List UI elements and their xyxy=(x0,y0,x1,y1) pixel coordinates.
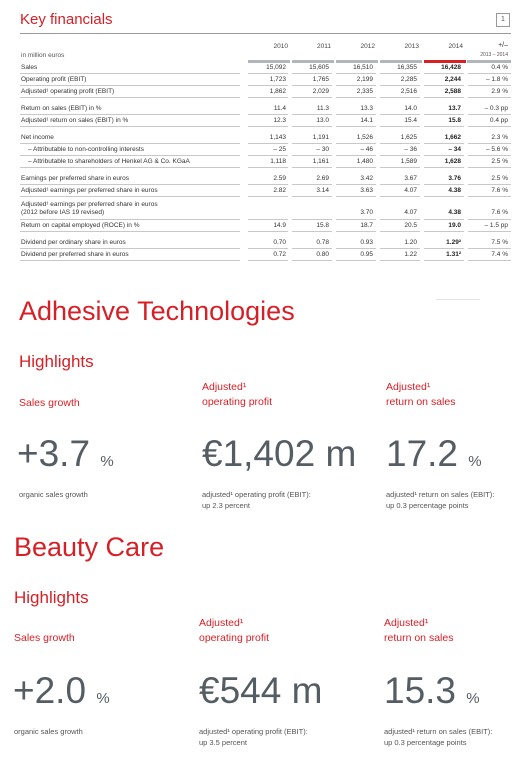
row-divider xyxy=(424,184,464,185)
row-divider xyxy=(20,155,240,156)
table-cell-change: – 1.8 % xyxy=(485,76,508,83)
row-divider xyxy=(336,143,376,144)
table-cell: 0.72 xyxy=(273,251,286,258)
row-divider xyxy=(292,85,332,86)
row-label: – Attributable to shareholders of Henkel AG & Co. KGaA xyxy=(28,158,190,165)
table-cell: 14.9 xyxy=(273,222,286,229)
row-divider xyxy=(468,126,511,127)
table-cell: 3.42 xyxy=(360,175,373,182)
table-cell: 1,526 xyxy=(356,134,373,141)
row-divider xyxy=(292,97,332,98)
row-divider xyxy=(380,248,420,249)
row-divider xyxy=(20,196,240,197)
row-divider xyxy=(248,167,288,168)
row-divider xyxy=(248,126,288,127)
table-cell: 1,589 xyxy=(400,158,417,165)
kpi-description: organic sales growth xyxy=(14,727,83,736)
row-divider xyxy=(20,260,240,261)
table-cell: 3.76 xyxy=(448,175,461,182)
row-label: Adjusted¹ earnings per preferred share in euros xyxy=(21,187,158,194)
row-divider xyxy=(468,143,511,144)
table-cell-change: – 0.3 pp xyxy=(484,105,508,112)
year-header: 2012 xyxy=(360,43,375,50)
table-cell: 11.3 xyxy=(316,105,329,112)
table-cell: 13.7 xyxy=(448,105,461,112)
table-cell-change: 7.6 % xyxy=(491,209,508,216)
row-divider xyxy=(20,167,240,168)
table-cell: 4.07 xyxy=(404,187,417,194)
row-divider xyxy=(424,248,464,249)
kpi-description: adjusted¹ return on sales (EBIT): up 0.3 percentage points xyxy=(384,727,493,747)
row-divider xyxy=(20,126,240,127)
table-cell: 2.69 xyxy=(316,175,329,182)
table-cell: – 25 xyxy=(273,146,286,153)
table-cell: 1.29² xyxy=(446,239,461,246)
row-divider xyxy=(292,114,332,115)
row-divider xyxy=(292,73,332,74)
row-divider xyxy=(336,97,376,98)
table-cell: 13.3 xyxy=(360,105,373,112)
row-divider xyxy=(468,155,511,156)
table-cell: 15,605 xyxy=(309,64,329,71)
row-divider xyxy=(292,219,332,220)
table-cell: 3.67 xyxy=(404,175,417,182)
table-cell: 1,765 xyxy=(312,76,329,83)
table-cell: 2,335 xyxy=(356,88,373,95)
table-cell: 2.59 xyxy=(273,175,286,182)
row-divider xyxy=(336,73,376,74)
row-divider xyxy=(424,219,464,220)
row-divider xyxy=(292,196,332,197)
kpi-description: organic sales growth xyxy=(19,490,88,499)
row-divider xyxy=(468,260,511,261)
row-divider xyxy=(468,167,511,168)
row-divider xyxy=(380,231,420,232)
table-cell-change: 7.5 % xyxy=(491,239,508,246)
row-divider xyxy=(292,167,332,168)
year-header: 2011 xyxy=(317,43,331,50)
table-cell: 3.63 xyxy=(360,187,373,194)
table-cell: 2,285 xyxy=(400,76,417,83)
row-label: Dividend per ordinary share in euros xyxy=(21,239,126,246)
row-divider xyxy=(292,231,332,232)
table-cell-change: 2.3 % xyxy=(491,134,508,141)
row-divider xyxy=(380,126,420,127)
row-divider xyxy=(380,73,420,74)
table-cell: 1.22 xyxy=(404,251,417,258)
table-cell: 2,029 xyxy=(312,88,329,95)
kpi-label: Adjusted¹ operating profit xyxy=(202,381,273,408)
row-divider xyxy=(380,196,420,197)
row-divider xyxy=(248,73,288,74)
year-header: 2013 xyxy=(404,43,419,50)
row-divider xyxy=(248,85,288,86)
row-divider xyxy=(336,248,376,249)
table-cell: 16,355 xyxy=(397,64,417,71)
table-cell-change: 7.4 % xyxy=(491,251,508,258)
kpi-label: Adjusted¹ return on sales xyxy=(384,617,454,644)
row-divider xyxy=(424,85,464,86)
row-divider xyxy=(20,73,240,74)
table-cell: 14.0 xyxy=(404,105,417,112)
adhesive-section-title: Adhesive Technologies xyxy=(19,296,295,326)
row-divider xyxy=(468,231,511,232)
row-label: Adjusted¹ operating profit (EBIT) xyxy=(21,88,115,95)
row-divider xyxy=(248,184,288,185)
table-cell: 1.31² xyxy=(446,251,461,258)
row-divider xyxy=(292,260,332,261)
kpi-value-sales-growth: +3.7 % xyxy=(17,433,114,474)
row-divider xyxy=(292,155,332,156)
row-divider xyxy=(380,184,420,185)
change-header: +/– xyxy=(498,42,508,49)
row-divider xyxy=(248,219,288,220)
row-divider xyxy=(424,260,464,261)
row-divider xyxy=(424,155,464,156)
change-subheader: 2013 – 2014 xyxy=(480,52,508,58)
row-divider xyxy=(20,184,240,185)
table-cell: 18.7 xyxy=(360,222,373,229)
table-cell: 3.70 xyxy=(360,209,373,216)
decorative-line xyxy=(436,299,480,300)
row-divider xyxy=(468,114,511,115)
row-divider xyxy=(292,248,332,249)
row-divider xyxy=(424,196,464,197)
table-cell: – 46 xyxy=(360,146,373,153)
row-label: Sales xyxy=(21,64,38,71)
row-divider xyxy=(248,248,288,249)
table-cell: 2,516 xyxy=(400,88,417,95)
year-header: 2010 xyxy=(273,43,288,50)
row-divider xyxy=(468,219,511,220)
year-bar-current xyxy=(424,60,466,63)
table-cell: 2,244 xyxy=(444,76,461,83)
row-divider xyxy=(380,167,420,168)
row-divider xyxy=(380,85,420,86)
row-divider xyxy=(248,196,288,197)
row-label: Earnings per preferred share in euros xyxy=(21,175,130,182)
table-cell-change: 0.4 pp xyxy=(489,117,508,124)
row-divider xyxy=(380,143,420,144)
table-cell-change: 0.4 % xyxy=(491,64,508,71)
row-divider xyxy=(248,231,288,232)
table-cell: 0.95 xyxy=(360,251,373,258)
row-divider xyxy=(336,167,376,168)
table-cell: – 34 xyxy=(448,146,461,153)
table-cell: 16,428 xyxy=(441,64,461,71)
row-label: – Attributable to non-controlling interests xyxy=(28,146,144,153)
row-divider xyxy=(20,97,240,98)
table-cell: – 36 xyxy=(404,146,417,153)
change-bar xyxy=(467,60,511,63)
row-divider xyxy=(248,155,288,156)
table-cell: 2,588 xyxy=(444,88,461,95)
table-cell: 20.5 xyxy=(404,222,417,229)
year-bar xyxy=(248,60,290,63)
row-divider xyxy=(20,114,240,115)
table-cell: 1,723 xyxy=(269,76,286,83)
row-divider xyxy=(468,97,511,98)
row-divider xyxy=(248,143,288,144)
year-bar xyxy=(380,60,422,63)
row-divider xyxy=(380,260,420,261)
row-divider xyxy=(424,143,464,144)
row-divider xyxy=(20,231,240,232)
table-cell: 2.82 xyxy=(273,187,286,194)
table-cell-change: 2.9 % xyxy=(491,88,508,95)
beauty-section-title: Beauty Care xyxy=(14,532,165,562)
kpi-label: Adjusted¹ operating profit xyxy=(199,617,270,644)
table-cell: 1,662 xyxy=(444,134,461,141)
table-cell: 14.1 xyxy=(360,117,373,124)
table-cell: 4.07 xyxy=(404,209,417,216)
year-bar xyxy=(336,60,378,63)
row-divider xyxy=(248,97,288,98)
table-cell: 1,862 xyxy=(269,88,286,95)
table-cell: 1,143 xyxy=(269,134,286,141)
table-cell: 11.4 xyxy=(273,105,286,112)
row-divider xyxy=(468,85,511,86)
row-divider xyxy=(424,73,464,74)
row-divider xyxy=(468,73,511,74)
table-cell: 4.38 xyxy=(448,187,461,194)
table-cell: 3.14 xyxy=(316,187,329,194)
row-divider xyxy=(336,196,376,197)
table-cell: 19.0 xyxy=(448,222,461,229)
row-label: Adjusted¹ earnings per preferred share in euros (2012 before IAS 19 revised) xyxy=(21,201,158,216)
row-divider xyxy=(424,97,464,98)
row-label: Operating profit (EBIT) xyxy=(21,76,87,83)
table-cell-change: 2.5 % xyxy=(491,158,508,165)
row-divider xyxy=(468,184,511,185)
table-cell-change: 7.6 % xyxy=(491,187,508,194)
adhesive-highlights-heading: Highlights xyxy=(19,352,94,371)
key-financials-title: Key financials xyxy=(20,11,113,28)
table-cell: 1,628 xyxy=(444,158,461,165)
row-divider xyxy=(336,126,376,127)
kpi-value-sales-growth: +2.0 % xyxy=(13,670,110,711)
kpi-value-return-on-sales: 15.3 % xyxy=(384,670,480,711)
row-divider xyxy=(336,260,376,261)
table-cell: 15.4 xyxy=(404,117,417,124)
beauty-highlights-heading: Highlights xyxy=(14,588,89,607)
kpi-value-operating-profit: €544 m xyxy=(199,670,323,711)
row-divider xyxy=(424,126,464,127)
row-divider xyxy=(20,143,240,144)
table-cell: 1,625 xyxy=(400,134,417,141)
kpi-label: Sales growth xyxy=(19,397,80,409)
row-divider xyxy=(380,219,420,220)
row-divider xyxy=(380,155,420,156)
row-divider xyxy=(424,114,464,115)
row-divider xyxy=(380,97,420,98)
row-divider xyxy=(336,85,376,86)
row-divider xyxy=(292,143,332,144)
row-divider xyxy=(336,114,376,115)
table-cell: 1,191 xyxy=(312,134,329,141)
table-cell: – 30 xyxy=(316,146,329,153)
row-divider xyxy=(248,260,288,261)
row-divider xyxy=(380,114,420,115)
kpi-value-return-on-sales: 17.2 % xyxy=(386,433,482,474)
table-cell: 1,161 xyxy=(312,158,329,165)
row-divider xyxy=(424,167,464,168)
table-cell: 0.93 xyxy=(360,239,373,246)
row-divider xyxy=(20,85,240,86)
table-cell: 13.0 xyxy=(316,117,329,124)
row-divider xyxy=(336,184,376,185)
row-divider xyxy=(336,231,376,232)
kpi-label: Adjusted¹ return on sales xyxy=(386,381,456,408)
row-label: Adjusted¹ return on sales (EBIT) in % xyxy=(21,117,129,124)
row-divider xyxy=(468,248,511,249)
row-divider xyxy=(292,126,332,127)
row-divider xyxy=(336,155,376,156)
table-cell: 1.20 xyxy=(404,239,417,246)
year-header-current: 2014 xyxy=(448,43,463,50)
table-cell-change: – 1.5 pp xyxy=(484,222,508,229)
table-cell: 15.8 xyxy=(316,222,329,229)
year-bar xyxy=(292,60,334,63)
row-divider xyxy=(20,248,240,249)
table-cell-change: 2.5 % xyxy=(491,175,508,182)
table-cell: 12.3 xyxy=(273,117,286,124)
table-cell: 1,480 xyxy=(356,158,373,165)
row-label: Dividend per preferred share in euros xyxy=(21,251,129,258)
kpi-value-operating-profit: €1,402 m xyxy=(202,433,357,474)
table-cell: 1,118 xyxy=(270,158,286,165)
table-cell: 16,510 xyxy=(353,64,373,71)
row-divider xyxy=(468,196,511,197)
row-label: Return on capital employed (ROCE) in % xyxy=(21,222,140,229)
row-divider xyxy=(20,219,240,220)
title-divider xyxy=(20,33,511,34)
kpi-description: adjusted¹ operating profit (EBIT): up 3.5 percent xyxy=(199,727,308,747)
table-cell-change: – 5.6 % xyxy=(485,146,508,153)
kpi-label: Sales growth xyxy=(14,632,75,644)
row-label: Return on sales (EBIT) in % xyxy=(21,105,102,112)
table-cell: 2,199 xyxy=(356,76,373,83)
kpi-description: adjusted¹ operating profit (EBIT): up 2.3 percent xyxy=(202,490,311,510)
row-divider xyxy=(248,114,288,115)
row-divider xyxy=(292,184,332,185)
table-cell: 15,092 xyxy=(266,64,286,71)
table-cell: 15.8 xyxy=(448,117,461,124)
page-number: 1 xyxy=(496,13,510,27)
table-cell: 0.78 xyxy=(316,239,329,246)
kpi-description: adjusted¹ return on sales (EBIT): up 0.3 percentage points xyxy=(386,490,495,510)
unit-label: in million euros xyxy=(21,52,65,59)
row-divider xyxy=(336,219,376,220)
row-label: Net income xyxy=(21,134,54,141)
table-cell: 0.70 xyxy=(273,239,286,246)
table-cell: 4.38 xyxy=(448,209,461,216)
row-divider xyxy=(424,231,464,232)
table-cell: 0.80 xyxy=(316,251,329,258)
